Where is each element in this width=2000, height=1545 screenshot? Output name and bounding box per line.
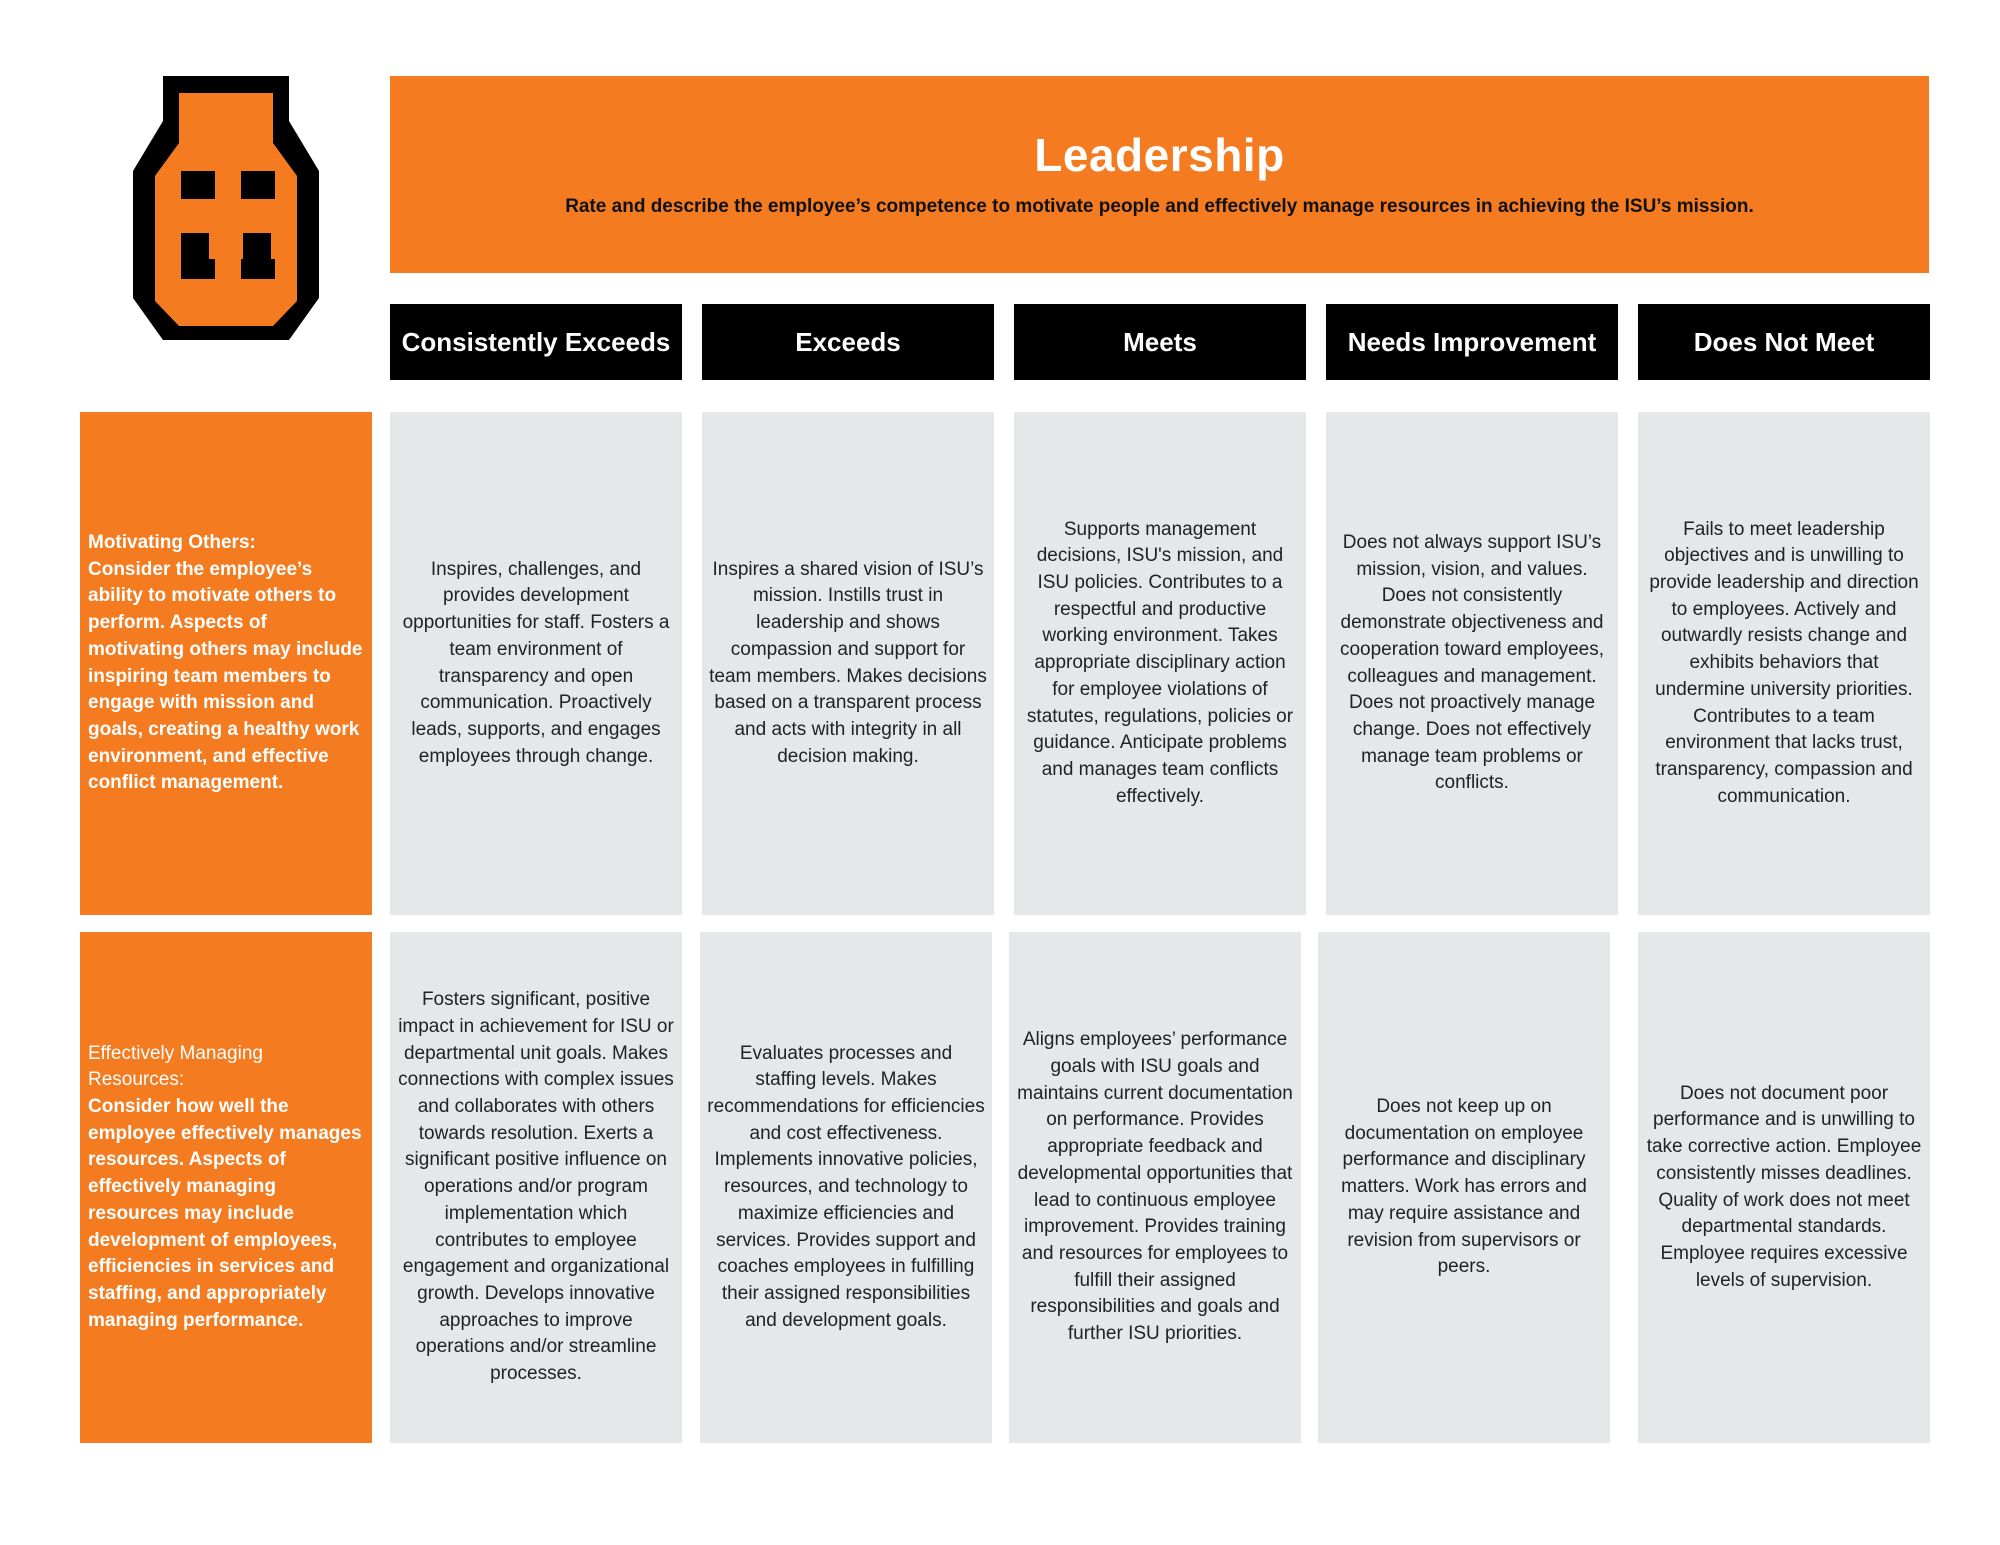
rating-cell: Does not keep up on documentation on employee performance and disciplinary matters. Work has errors and may require assistance and revision from supervisors or peers. — [1318, 932, 1610, 1443]
header-banner — [390, 76, 1929, 273]
rating-cell: Fails to meet leadership objectives and is unwilling to provide leadership and direction to employees. Actively and outwardly resists change and exhibits behaviors that undermine university priorities. Contributes to a team environment that lacks trust, transparency, compassion and communication. — [1638, 412, 1930, 915]
rating-cell: Evaluates processes and staffing levels. Makes recommendations for efficiencies and cost effectiveness. Implements innovative policies, resources, and technology to maximize efficiencies and services. Provides support and coaches employees in fulfilling their assigned responsibilities and development goals. — [700, 932, 992, 1443]
column-header-does-not-meet: Does Not Meet — [1638, 304, 1930, 380]
rating-cell: Fosters significant, positive impact in achievement for ISU or departmental unit goals. Makes connections with complex issues and collaborates with others towards resolution. Exerts a significant positive influence on operations and/or program implementation which contributes to employee engagement and organizational growth. Develops innovative approaches to improve operations and/or streamline processes. — [390, 932, 682, 1443]
rating-cell: Does not always support ISU’s mission, vision, and values. Does not consistently demonstrate objectiveness and cooperation toward employees, colleagues and management. Does not proactively manage change. Does not effectively manage team problems or conflicts. — [1326, 412, 1618, 915]
page-title: Leadership — [1034, 129, 1285, 181]
row-description: Consider the employee’s ability to motivate others to perform. Aspects of motivating others may include inspiring team members to engage with mission and goals, creating a healthy work environment, and effective conflict management. — [88, 558, 363, 794]
row-description: Consider how well the employee effectively manages resources. Aspects of effectively managing resources may include development of employees, efficiencies in services and staffing, and appropriately managing performance. — [88, 1096, 362, 1331]
page-subtitle: Rate and describe the employee’s competence to motivate people and effectively manage resources in achieving the ISU’s mission. — [565, 196, 1754, 217]
isu-logo — [133, 76, 319, 340]
row-label-motivating-others — [80, 412, 372, 915]
rating-cell: Supports management decisions, ISU's mission, and ISU policies. Contributes to a respectful and productive working environment. Takes appropriate disciplinary action for employee violations of statutes, regulations, policies or guidance. Anticipate problems and manages team conflicts effectively. — [1014, 412, 1306, 915]
column-header-exceeds: Exceeds — [702, 304, 994, 380]
rating-cell: Inspires, challenges, and provides development opportunities for staff. Fosters a team environment of transparency and open communication. Proactively leads, supports, and engages employees through change. — [390, 412, 682, 915]
rating-cell: Aligns employees’ performance goals with ISU goals and maintains current documentation on performance. Provides appropriate feedback and developmental opportunities that lead to continuous employee improvement. Provides training and resources for employees to fulfill their assigned responsibilities and goals and further ISU priorities. — [1009, 932, 1301, 1443]
rating-cell: Inspires a shared vision of ISU’s mission. Instills trust in leadership and shows compassion and support for team members. Makes decisions based on a transparent process and acts with integrity in all decision making. — [702, 412, 994, 915]
rating-cell: Does not document poor performance and is unwilling to take corrective action. Employee consistently misses deadlines. Quality of work does not meet departmental standards. Employee requires excessive levels of supervision. — [1638, 932, 1930, 1443]
row-label-managing-resources — [80, 932, 372, 1443]
isu-logo-icon — [133, 76, 319, 340]
row-title: Effectively Managing Resources: — [88, 1042, 263, 1091]
column-header-needs-improvement: Needs Improvement — [1326, 304, 1618, 380]
row-title: Motivating Others: — [88, 531, 256, 553]
column-header-consistently-exceeds: Consistently Exceeds — [390, 304, 682, 380]
column-header-meets: Meets — [1014, 304, 1306, 380]
